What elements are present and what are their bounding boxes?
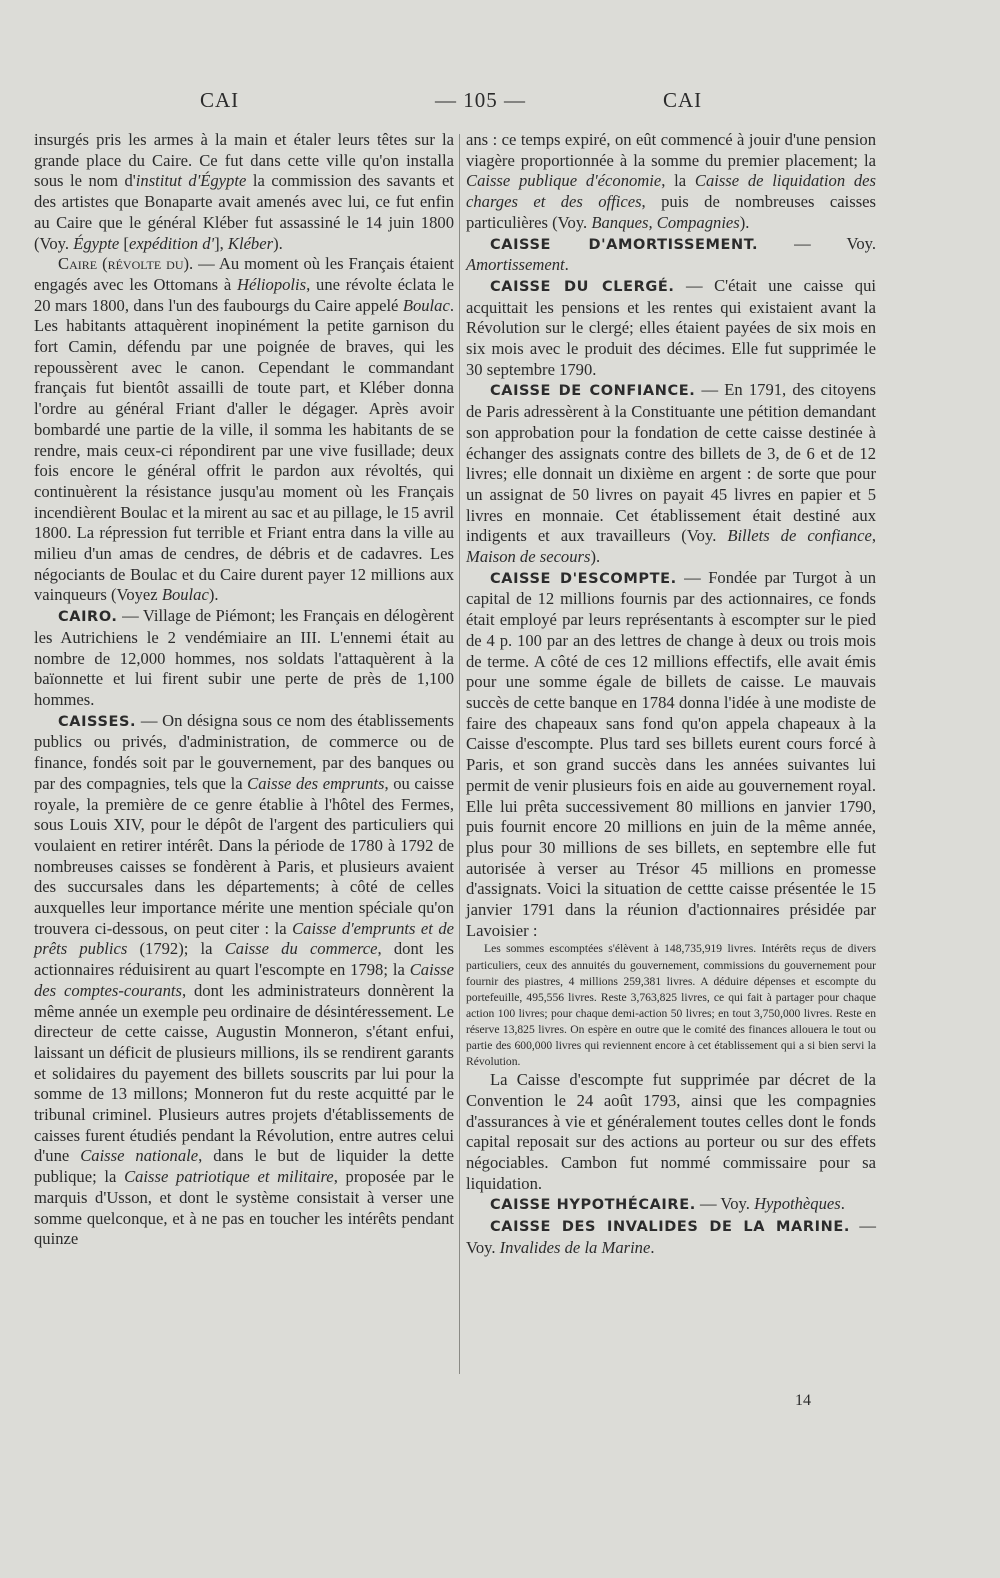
text: — Fondée par Turgot à un capital de 12 millions fournis par des actionnaires, ce fonds était employé par leurs représentants à escompter sur le pied de 4 p. 100 par an des lettres de change à deux ou trois mois de terme. A côté de ces 12 millions effectifs, elle avait émis pour une somme égale de billets de caisse. Le mauvais succès de cette banque en 1784 donna l'idée à une modiste de faire des chapeaux sans fond qu'on appela chapeaux à la Caisse d'escompte. Plus tard ses billets eurent cours forcé à Paris, et son grand succès dans les années suivantes lui permit de venir plusieurs fois en aide au gouvernement royal. Elle lui prêta successivement 80 millions en janvier 1790, puis fournit encore 20 millions en juin de la même année, plus pour 30 millions de ses billets, en septembre elle fut autorisée à verser au Trésor 45 millions en promesse d'assignats. Voici la situation de cettte caisse présentée le 15 janvier 1791 dans la réunion d'actionnaires présidée par Lavoisier :	[466, 567, 876, 940]
entry-headword: CAISSE DES INVALIDES DE LA MARINE.	[490, 1219, 850, 1236]
entry-invalides	[466, 1216, 876, 1258]
text-italic: Caisse des comptes-courants	[34, 960, 454, 1000]
text-italic: expédition d'	[128, 233, 215, 253]
text: ).	[590, 547, 601, 567]
text: — Voy.	[695, 1194, 755, 1214]
text-italic: Kléber	[227, 233, 274, 253]
text: (1792); la	[127, 939, 225, 959]
paragraph-suppression: La Caisse d'escompte fut supprimée par décret de la Convention le 24 août 1793, ainsi que les compagnies d'assurances à vie et généralement toutes celles dont le fonds capital reposait sur des actions au porteur ou sur des effets négociables. Cambon fut nommé commissaire pour sa liquidation.	[466, 1070, 876, 1193]
text-italic: Caisse du commerce	[224, 939, 378, 959]
left-column	[34, 130, 454, 1250]
text: ).	[208, 585, 219, 605]
text: — En 1791, des citoyens de Paris adressèrent à la Constituante une pétition demandant son approbation pour la fondation de cette caisse destinée à échanger des assignats contre des billets de 3, de 6 et de 12 livres; elle donnait un dixième en argent : de sorte que pour un assignat de 50 livres on payait 45 livres en papier et 5 livres en monnaie. Cet établissement était destiné aux indigents et aux travailleurs (Voy.	[466, 380, 876, 546]
text: , la	[661, 171, 695, 191]
entry-caisses	[34, 711, 454, 1250]
text-italic: Hypothèques	[754, 1194, 841, 1214]
text: — Voy.	[466, 1216, 876, 1257]
text: insurgés pris les armes à la main et étaler leurs têtes sur la grande place du Caire. Ce fut dans cette ville qu'on installa sous le nom d'	[34, 130, 454, 191]
entry-caire-revolte	[34, 254, 454, 606]
entry-cairo	[34, 606, 454, 711]
text-italic: Amortissement	[466, 255, 565, 275]
entry-headword: CAISSE HYPOTHÉCAIRE.	[490, 1197, 696, 1214]
text-italic: institut d'Égypte	[135, 171, 247, 191]
text: , ou caisse royale, la première de ce genre établie à l'hôtel des Fermes, sous Louis XIV, pour le dépôt de l'argent des particuliers qui voulaient en retirer intérêt. Dans la période de 1780 à 1792 de nombreuses caisses se fondèrent à Paris, et plusieurs avaient des succursales dans les départements; à côté de celles auxquelles leur importance mérite une mention spéciale qu'on trouvera ci-dessous, on peut citer : la	[34, 773, 454, 938]
text-italic: Caisse patriotique et militaire	[124, 1167, 334, 1187]
entry-headword: CAISSES.	[58, 713, 137, 730]
text-italic: Caisse d'emprunts et de prêts publics	[34, 918, 455, 959]
entry-headword: CAISSE DE CONFIANCE.	[490, 383, 696, 400]
header-right-word: CAI	[663, 88, 703, 112]
text-italic: Égypte	[73, 233, 120, 253]
text-italic: Maison de secours	[466, 547, 591, 567]
entry-headword: Caire (révolte du).	[58, 254, 194, 274]
text: ,	[871, 526, 876, 546]
text: , dont les actionnaires réduisirent au quart l'escompte en 1798; la	[34, 939, 454, 980]
text-italic: Billets de confiance	[727, 526, 872, 546]
entry-headword: CAISSE D'AMORTISSEMENT.	[490, 236, 759, 253]
footnote-lavoisier: Les sommes escomptées s'élèvent à 148,735,919 livres. Intérêts reçus de divers particuliers, ceux des annuités du gouvernement, commissions du gouvernement pour fournir des piastres, 4 millions 259,381 livres. A déduire dépenses et escompte du portefeuille, 495,556 livres. Reste 3,763,825 livres, ce qui fait à partager pour chaque action 100 livres; pour chaque demi-action 50 livres; en tout 3,750,000 livres. Reste en réserve 13,825 livres. On espère en outre que le comité des finances allouera le tout ou partie des 600,000 livres qui reviennent encore à cet établissement qui a si bien servi la Révolution.	[466, 942, 876, 1069]
text: ).	[273, 233, 283, 253]
signature-mark: 14	[795, 1392, 811, 1409]
entry-amortissement	[466, 234, 876, 276]
text: — On désigna sous ce nom des établissements publics ou privés, d'administration, de commerce ou de finance, fondés soit par le gouvernement, par des banques ou par des compagnies, tels que la	[34, 710, 454, 793]
text: .	[564, 255, 569, 275]
page-number: — 105 —	[435, 88, 526, 112]
text-italic: Caisse publique d'économie	[466, 171, 662, 191]
text-italic: Caisse des emprunts	[247, 773, 385, 793]
text-italic: Caisse nationale	[80, 1146, 199, 1166]
text: , dans le but de liquider la dette publique; la	[34, 1146, 454, 1187]
text-italic: Héliopolis	[236, 274, 307, 294]
right-column	[466, 130, 876, 1259]
entry-confiance	[466, 380, 876, 567]
entry-clerge	[466, 276, 876, 381]
entry-headword: CAISSE D'ESCOMPTE.	[490, 570, 677, 587]
running-header	[0, 88, 1000, 120]
text: [	[119, 233, 129, 253]
text-italic: Invalides de la Marine	[499, 1237, 651, 1257]
text: . Les habitants attaquèrent inopinément la petite garnison du fort Camin, défendu par une poignée de braves, qui les repoussèrent avec le canon. Cependant le commandant français fut bientôt assailli de toute part, et Kléber donna l'ordre au général Friant d'aller le dégager. Après avoir bombardé une partie de la ville, il somma les habitants de se rendre, mais ceux-ci répondirent par une vive fusillade; deux fois encore le général offrit le pardon aux révoltés, qui continuèrent la résistance jusqu'au moment où les Français incendièrent Boulac et la mirent au sac et au pillage, le 15 avril 1800. La répression fut terrible et Friant entra dans la ville au milieu d'un amas de cendres, de débris et de cadavres. Les négociants de Boulac et du Caire durent payer 12 millions aux vainqueurs (Voyez	[34, 295, 454, 605]
text: la commission des savants et des artistes que Bonaparte avait amenés avec lui, ce fut enfin au Caire que le général Kléber fut assassiné le 14 juin 1800 (Voy.	[34, 171, 454, 253]
text: ans : ce temps expiré, on eût commencé à jouir d'une pension viagère proportionnée à la somme du premier placement; la	[466, 130, 876, 170]
entry-hypothecaire	[466, 1194, 876, 1216]
text: — C'était une caisse qui acquittait les pensions et les rentes qui existaient avant la Révolution sur le clergé; elles étaient payées de six mois en six mois avec le produit des décimes. Elle fut supprimée le 30 septembre 1790.	[466, 275, 876, 379]
text-italic: Boulac	[161, 585, 209, 605]
header-left-word: CAI	[200, 88, 240, 112]
text: , une révolte éclata le 20 mars 1800, dans l'un des faubourgs du Caire appelé	[34, 274, 454, 315]
text: , puis de nombreuses caisses particulières (Voy.	[466, 192, 876, 232]
text-italic: Boulac	[402, 295, 450, 315]
text: , proposée par le marquis d'Usson, et dont le système consistait à verser une somme quelconque, et à ne pas en toucher les intérêts pendant quinze	[34, 1167, 454, 1249]
entry-escompte	[466, 568, 876, 942]
entry-headword: CAIRO.	[58, 609, 118, 626]
column-divider	[459, 134, 460, 1374]
text: , dont les administrateurs donnèrent la même année un exemple peu ordinaire de désintéressement. Le directeur de cette caisse, Augustin Monneron, s'étant enfui, laissant un déficit de plusieurs millions, ils se rendirent garants et solidaires du payement des billets souscrits par lui pour la somme de 13 millons; Monneron fut du reste acquitté par le tribunal criminel. Plusieurs autres projets d'établissements de caisses furent étudiés pendant la Révolution, entre autres celui d'une	[34, 980, 455, 1166]
text: ).	[739, 212, 750, 232]
paragraph-continued	[466, 130, 876, 234]
text: — Voy.	[758, 233, 876, 253]
text: .	[840, 1194, 845, 1214]
entry-headword: CAISSE DU CLERGÉ.	[490, 278, 675, 295]
text: — Village de Piémont; les Français en délogèrent les Autrichiens le 2 vendémiaire an III. L'ennemi était au nombre de 12,000 hommes, nos soldats l'attaquèrent à la baïonnette et lui firent subir une perte de près de 1,100 hommes.	[34, 606, 454, 709]
text: — Au moment où les Français étaient engagés avec les Ottomans à	[34, 254, 454, 294]
text: ],	[214, 233, 228, 253]
paragraph-kleber	[34, 130, 454, 254]
text: .	[650, 1237, 655, 1257]
text-italic: Banques, Compagnies	[591, 212, 740, 232]
text-italic: Caisse de liquidation des charges et des offices	[466, 171, 876, 212]
